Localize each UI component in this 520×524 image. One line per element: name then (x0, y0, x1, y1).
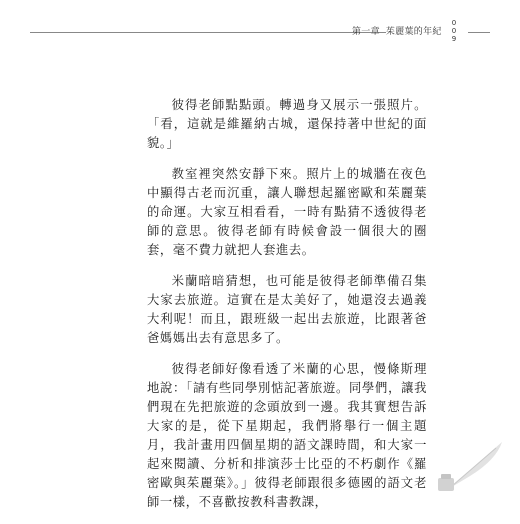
chapter-title: 茱麗葉的年紀 (385, 27, 442, 37)
paragraph: 彼得老師好像看透了米蘭的心思，慢條斯理地說：「請有些同學別惦記著旅遊。同學們，讓我們現在先把旅遊的念頭放到一邊。我其實想告訴大家的是，從下星期起，我們將舉行一個主題月，我計畫用四個星期的語文課時間，和大家一起來閱讀、分析和排演莎士比亞的不朽劇作《羅密歐與茱麗葉》。」彼得老師跟很多德國的語文老師一樣，不喜歡按教科書教課， (147, 362, 427, 509)
page-number-digit: 9 (451, 35, 457, 43)
header-rule (30, 32, 386, 33)
paragraph: 彼得老師點點頭。轉過身又展示一張照片。「看，這就是維羅納古城，還保持著中世紀的面貌。」 (147, 98, 427, 150)
header-rule-right (468, 32, 490, 33)
page-number-digit: 0 (451, 27, 457, 35)
body-text (147, 96, 427, 524)
page-number (448, 19, 460, 43)
chapter-label: 第一章 (352, 27, 380, 37)
page-number-digit: 0 (451, 19, 457, 27)
paragraph: 米蘭暗暗猜想，也可能是彼得老師準備召集大家去旅遊。這實在是太美好了，她還沒去過義大利呢！而且，跟班級一起出去旅遊，比跟著爸爸媽媽出去有意思多了。 (147, 274, 427, 345)
quill-ink-decoration-icon (430, 436, 510, 496)
paragraph: 教室裡突然安靜下來。照片上的城牆在夜色中顯得古老而沉重，讓人聯想起羅密歐和茱麗葉的命運。大家互相看看，一時有點猜不透彼得老師的意思。彼得老師有時候會設一個很大的圈套，毫不費力就把人套進去。 (147, 167, 427, 257)
